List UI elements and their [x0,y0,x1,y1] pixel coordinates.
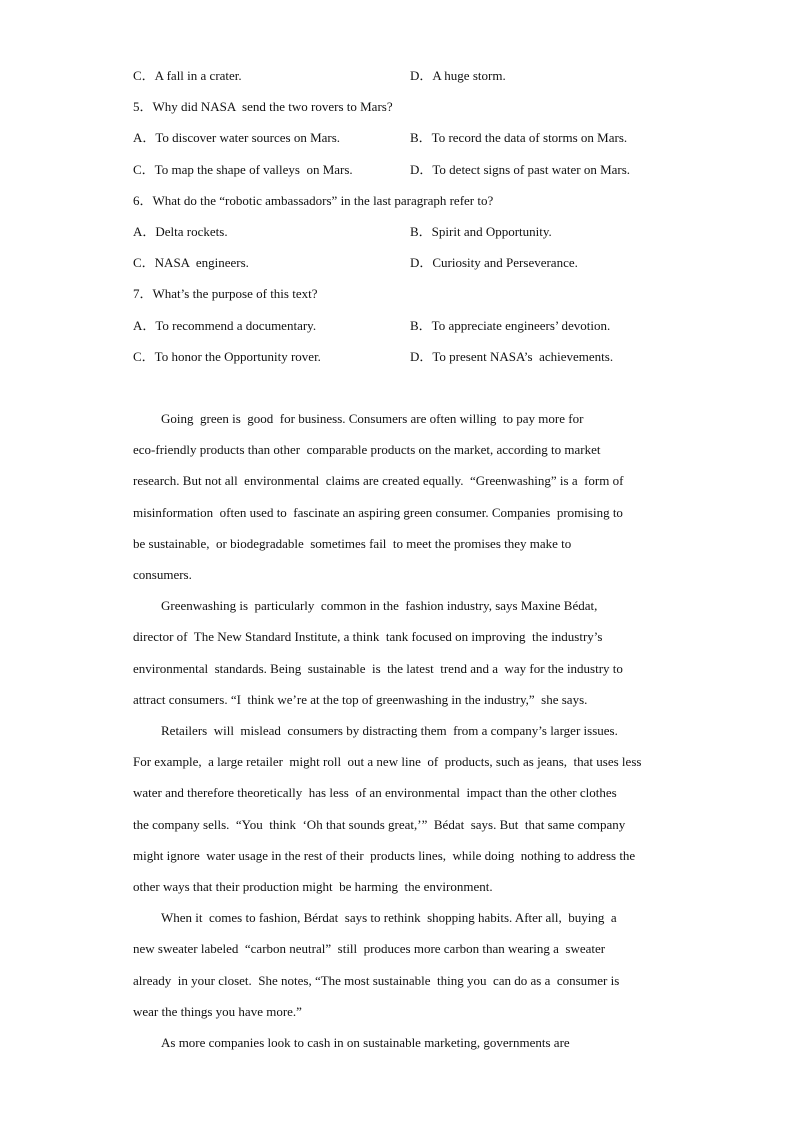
passage-line: attract consumers. “I think we’re at the top of greenwashing in the industry,” she says. [133,692,588,707]
answer-option: B．To appreciate engineers’ devotion. [410,318,611,333]
answer-option: C．To honor the Opportunity rover. [133,349,321,364]
answer-option: C．To map the shape of valleys on Mars. [133,162,353,177]
passage-line: research. But not all environmental claims are created equally. “Greenwashing” is a form of [133,473,624,488]
passage-line: already in your closet. She notes, “The most sustainable thing you can do as a consumer is [133,973,620,988]
answer-option: B．Spirit and Opportunity. [410,224,552,239]
answer-option: C．A fall in a crater. [133,68,242,83]
answer-option: A．Delta rockets. [133,224,228,239]
answer-option: B．To record the data of storms on Mars. [410,130,628,145]
passage-line: When it comes to fashion, Bérdat says to rethink shopping habits. After all, buying a [161,910,617,925]
answer-option: D．Curiosity and Perseverance. [410,255,578,270]
answer-option: C．NASA engineers. [133,255,249,270]
passage-line: Retailers will mislead consumers by distracting them from a company’s larger issues. [161,723,618,738]
passage-line: Going green is good for business. Consumers are often willing to pay more for [161,411,584,426]
answer-option: D．To present NASA’s achievements. [410,349,614,364]
passage-line: be sustainable, or biodegradable sometimes fail to meet the promises they make to [133,536,572,551]
passage-line: environmental standards. Being sustainable is the latest trend and a way for the industry to [133,661,623,676]
answer-option: A．To recommend a documentary. [133,318,317,333]
question-stem: 5．Why did NASA send the two rovers to Mars? [133,99,393,114]
passage-line: Greenwashing is particularly common in the fashion industry, says Maxine Bédat, [161,598,598,613]
passage-line: might ignore water usage in the rest of their products lines, while doing nothing to address the [133,848,636,863]
passage-line: the company sells. “You think ‘Oh that sounds great,’” Bédat says. But that same company [133,817,626,832]
passage-line: eco-friendly products than other comparable products on the market, according to market [133,442,601,457]
passage-line: wear the things you have more.” [133,1004,302,1019]
answer-option: D．A huge storm. [410,68,506,83]
passage-line: new sweater labeled “carbon neutral” still produces more carbon than wearing a sweater [133,941,606,956]
answer-option: A．To discover water sources on Mars. [133,130,341,145]
question-stem: 7．What’s the purpose of this text? [133,286,318,301]
passage-line: As more companies look to cash in on sustainable marketing, governments are [161,1035,570,1050]
passage-line: director of The New Standard Institute, a think tank focused on improving the industry’s [133,629,603,644]
passage-line: water and therefore theoretically has less of an environmental impact than the other clothes [133,785,617,800]
question-stem: 6．What do the “robotic ambassadors” in the last paragraph refer to? [133,193,494,208]
passage-line: other ways that their production might be harming the environment. [133,879,493,894]
answer-option: D．To detect signs of past water on Mars. [410,162,631,177]
passage-line: For example, a large retailer might roll out a new line of products, such as jeans, that uses less [133,754,642,769]
passage-line: misinformation often used to fascinate an aspiring green consumer. Companies promising to [133,505,623,520]
passage-line: consumers. [133,567,192,582]
